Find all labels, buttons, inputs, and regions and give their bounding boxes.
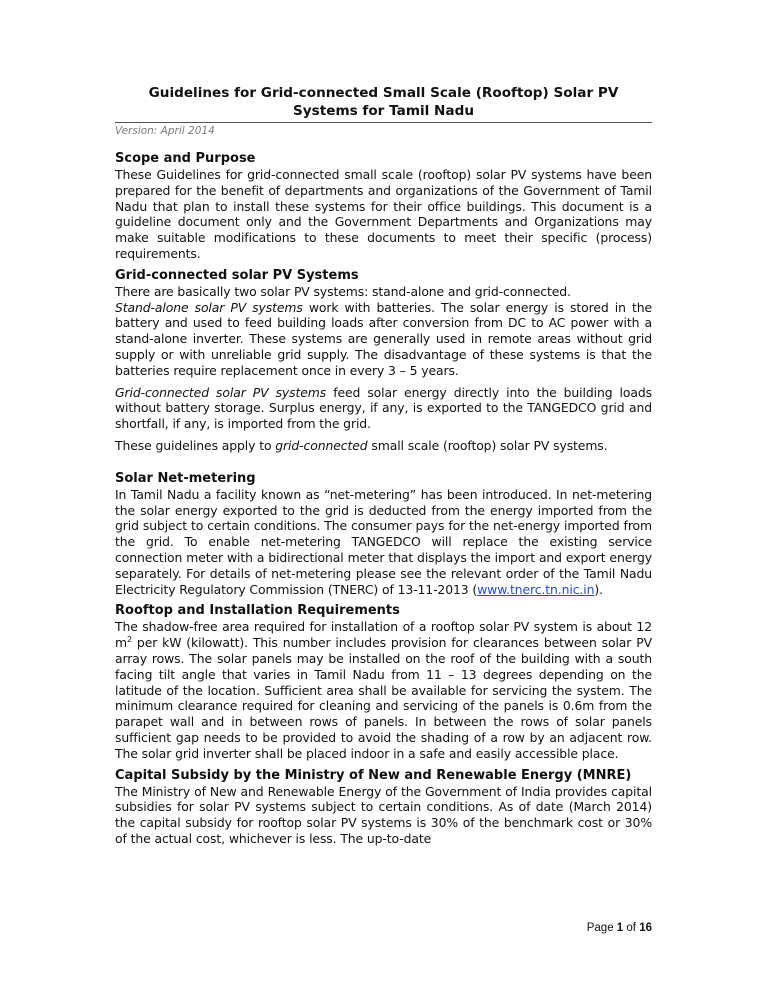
section-rooftop [115, 603, 652, 761]
superscript-2: 2 [126, 635, 132, 644]
net-metering-end: ). [594, 581, 603, 597]
title-divider [115, 122, 652, 123]
heading-grid-connected: Grid-connected solar PV Systems [115, 267, 359, 283]
document-title [115, 84, 652, 120]
apply-post: small scale (rooftop) solar PV systems. [367, 437, 608, 453]
section-scope [115, 151, 652, 262]
rooftop-text-a: The shadow-free area required for installation of a rooftop solar PV system is about 12 m [115, 619, 652, 651]
grid-connected-term: Grid-connected solar PV systems [115, 384, 327, 400]
rooftop-text-b: per kW (kilowatt). This number includes provision for clearances between solar PV array rows. The solar panels may be installed on the roof of the building with a south facing tilt angle that varies in Tamil Nadu from 11 – 13 degrees depending on the latitude of the location. Sufficient area shall be available for servicing the system. The minimum clearance required for cleaning and servicing of the panels is 0.6m from the parapet wall and in between rows of panels. In between the rows of solar panels sufficient gap needs to be provided to avoid the shading of a row by an adjacent row. The solar grid inverter shall be placed indoor in a safe and easily accessible place. [115, 635, 652, 761]
scope-paragraph: These Guidelines for grid-connected small scale (rooftop) solar PV systems have been prepared for the benefit of departments and organizations of the Government of Tamil Nadu that plan to install these systems for their office buildings. This document is a guideline document only and the Government Departments and Organizations may make suitable modifications to these documents to meet their specific (process) requirements. [115, 167, 652, 261]
title-line-1: Guidelines for Grid-connected Small Scale (Rooftop) Solar PV [148, 85, 619, 101]
section-subsidy [115, 768, 652, 847]
grid-intro: There are basically two solar PV systems: stand-alone and grid-connected. [115, 283, 571, 299]
section-grid-connected [115, 268, 652, 454]
subsidy-paragraph: The Ministry of New and Renewable Energy of the Government of India provides capital subsidies for solar PV systems subject to certain conditions. As of date (March 2014) the capital subsidy for rooftop solar PV systems is 30% of the benchmark cost or 30% of the actual cost, whichever is less. The up-to-date [115, 783, 652, 846]
apply-term: grid-connected [275, 437, 368, 453]
page-footer [0, 922, 652, 934]
standalone-paragraph [115, 300, 652, 379]
title-line-2: Systems for Tamil Nadu [292, 103, 474, 119]
page-word: Page [586, 922, 614, 934]
page-number: 1 [616, 922, 624, 934]
standalone-term: Stand-alone solar PV systems [115, 299, 303, 315]
page-content [115, 84, 652, 853]
heading-scope: Scope and Purpose [115, 151, 256, 166]
net-metering-text: In Tamil Nadu a facility known as “net-metering” has been introduced. In net-metering the solar energy exported to the grid is deducted from the energy imported from the grid subject to certain conditions. The consumer pays for the net-energy imported from the grid. To enable net-metering TANGEDCO will replace the existing service connection meter with a bidirectional meter that displays the import and export energy separately. For details of net-metering please see the relevant order of the Tamil Nadu Electricity Regulatory Commission (TNERC) of 13-11-2013 ( [115, 486, 652, 597]
of-word: of [626, 922, 636, 934]
heading-rooftop: Rooftop and Installation Requirements [115, 603, 400, 619]
apply-pre: These guidelines apply to [115, 437, 276, 453]
grid-connected-paragraph [115, 385, 652, 432]
version-label: Version: April 2014 [115, 125, 215, 137]
page-total: 16 [639, 922, 652, 934]
tnerc-link[interactable]: www.tnerc.tn.nic.in [477, 581, 595, 597]
grid-connected-text: feed solar energy directly into the building loads without battery storage. Surplus energy, if any, is exported to the TANGEDCO grid and shortfall, if any, is imported from the grid. [115, 384, 652, 432]
heading-subsidy: Capital Subsidy by the Ministry of New and Renewable Energy (MNRE) [115, 767, 632, 783]
standalone-text: work with batteries. The solar energy is stored in the battery and used to feed building loads after conversion from DC to AC power with a stand-alone inverter. These systems are generally used in remote areas without grid supply or with unreliable grid supply. The disadvantage of these systems is that the batteries require replacement once in every 3 – 5 years. [115, 299, 652, 378]
rooftop-paragraph [115, 619, 652, 761]
section-net-metering [115, 471, 652, 598]
guidelines-apply-paragraph [115, 438, 652, 454]
net-metering-paragraph [115, 487, 652, 598]
heading-net-metering: Solar Net-metering [115, 470, 256, 486]
